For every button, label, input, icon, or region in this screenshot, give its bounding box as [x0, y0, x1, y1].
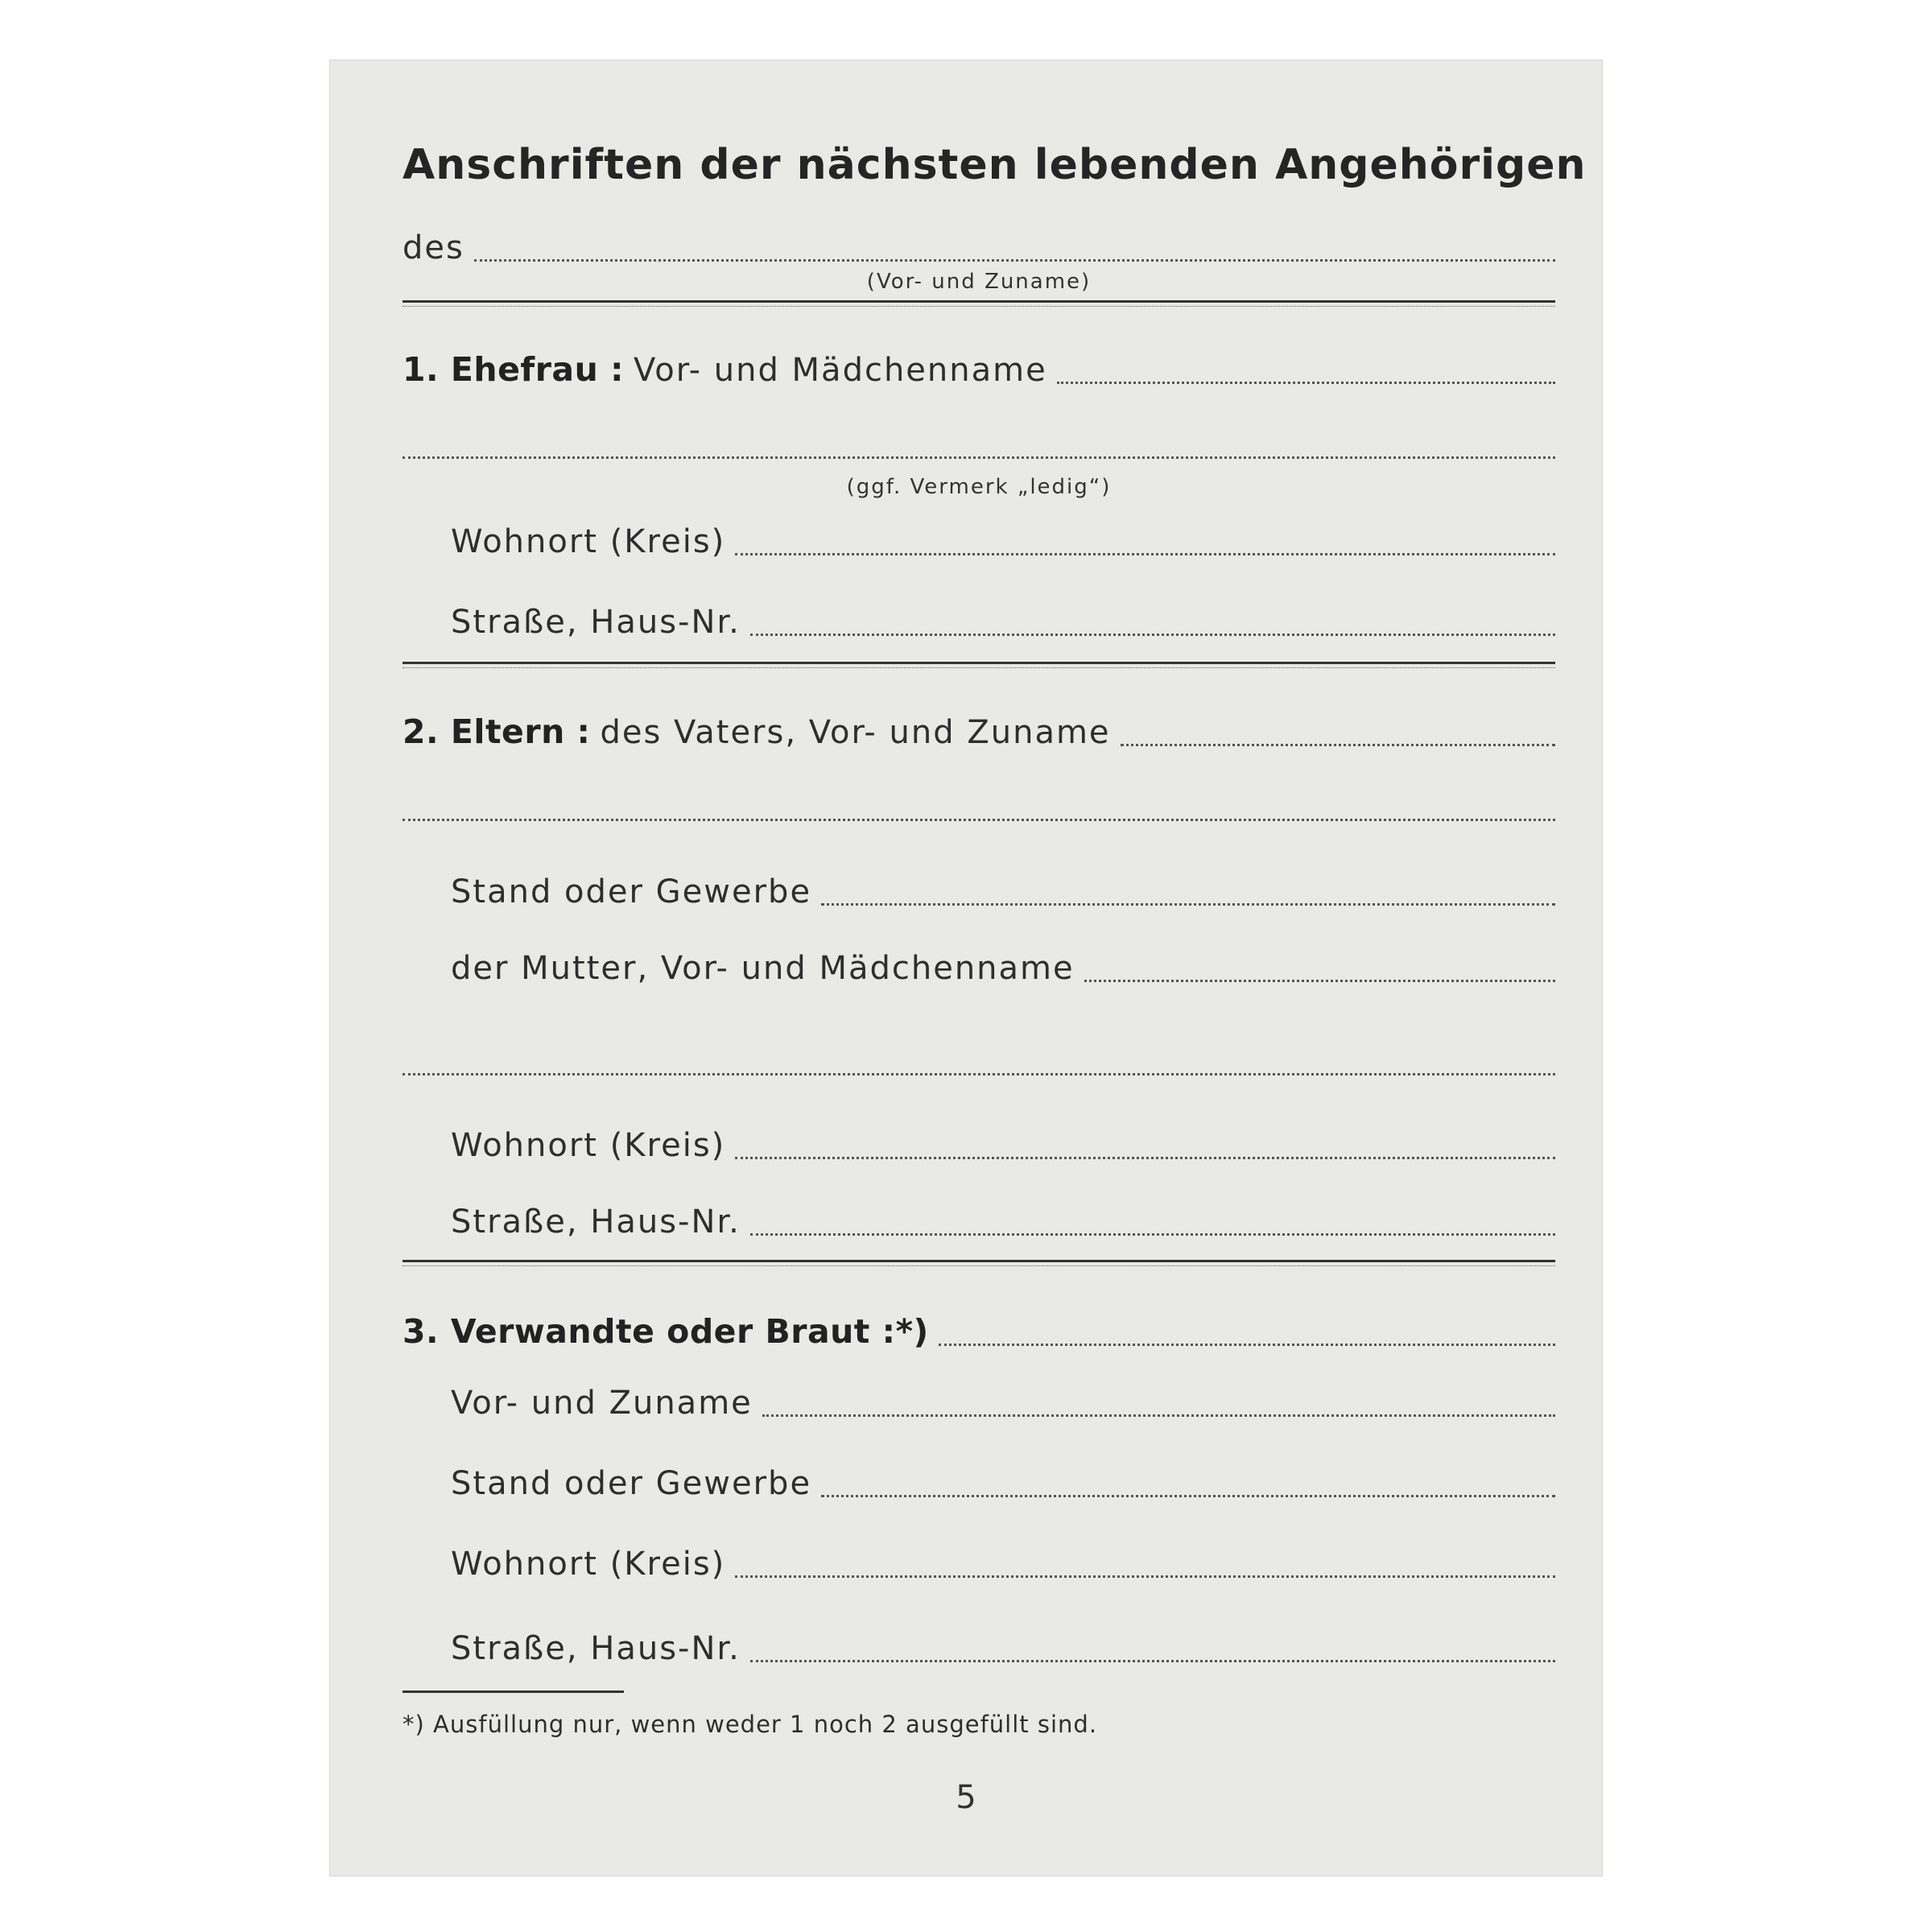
footnote-divider	[402, 1690, 624, 1693]
section3-occupation-row	[451, 1465, 1555, 1502]
name-label: Vor- und Zuname	[451, 1385, 753, 1422]
section3-street-row	[451, 1630, 1555, 1667]
section2-street-row	[451, 1203, 1555, 1241]
person-name-field[interactable]	[474, 259, 1555, 262]
form-page	[330, 60, 1602, 1876]
mother-name-field-continued[interactable]	[402, 1073, 1555, 1075]
relative-field[interactable]	[939, 1344, 1555, 1346]
parents-street-field[interactable]	[750, 1233, 1555, 1236]
father-name-label: des Vaters, Vor- und Zuname	[600, 714, 1111, 751]
section2-mother-row	[451, 950, 1555, 987]
father-name-field-continued[interactable]	[402, 819, 1555, 821]
section2-occupation-row	[451, 873, 1555, 910]
mother-name-field[interactable]	[1084, 980, 1555, 982]
street-label: Straße, Haus-Nr.	[451, 1203, 741, 1241]
residence-label: Wohnort (Kreis)	[451, 1127, 726, 1164]
section1-street-row	[451, 604, 1555, 641]
section2-heading: 2. Eltern :	[402, 712, 591, 751]
section3-residence-row	[451, 1546, 1555, 1583]
spouse-name-label: Vor- und Mädchenname	[633, 352, 1047, 389]
divider	[402, 662, 1555, 664]
section1-residence-row	[451, 523, 1555, 560]
spouse-name-field[interactable]	[1057, 382, 1555, 384]
spouse-name-field-continued[interactable]	[402, 456, 1555, 459]
father-name-field[interactable]	[1121, 744, 1555, 746]
divider	[402, 1260, 1555, 1262]
relative-name-field[interactable]	[762, 1414, 1555, 1417]
residence-label: Wohnort (Kreis)	[451, 523, 726, 560]
occupation-label: Stand oder Gewerbe	[451, 1465, 812, 1502]
section2-father-row	[402, 712, 1555, 751]
section3-heading: 3. Verwandte oder Braut :*)	[402, 1312, 929, 1351]
relative-residence-field[interactable]	[735, 1575, 1555, 1578]
relative-street-field[interactable]	[750, 1660, 1555, 1662]
des-label: des	[402, 229, 464, 266]
section2-residence-row	[451, 1127, 1555, 1164]
footnote: *) Ausfüllung nur, wenn weder 1 noch 2 ausgefüllt sind.	[402, 1711, 1098, 1738]
parents-residence-field[interactable]	[735, 1157, 1555, 1159]
section3-name-row	[451, 1385, 1555, 1422]
divider	[402, 300, 1555, 303]
section1-spouse-row	[402, 350, 1555, 389]
spouse-residence-field[interactable]	[735, 553, 1555, 555]
street-label: Straße, Haus-Nr.	[451, 604, 741, 641]
person-name-row	[402, 229, 1555, 266]
single-note-caption: (ggf. Vermerk „ledig“)	[846, 475, 1112, 499]
father-occupation-field[interactable]	[821, 903, 1555, 906]
relative-occupation-field[interactable]	[821, 1495, 1555, 1497]
page-number: 5	[956, 1779, 976, 1816]
section1-heading: 1. Ehefrau :	[402, 350, 624, 389]
spouse-street-field[interactable]	[750, 634, 1555, 636]
street-label: Straße, Haus-Nr.	[451, 1630, 741, 1667]
residence-label: Wohnort (Kreis)	[451, 1546, 726, 1583]
name-caption: (Vor- und Zuname)	[866, 270, 1092, 294]
page-title: Anschriften der nächsten lebenden Angehörigen	[402, 141, 1587, 189]
mother-name-label: der Mutter, Vor- und Mädchenname	[451, 950, 1075, 987]
occupation-label: Stand oder Gewerbe	[451, 873, 812, 910]
section3-heading-row	[402, 1312, 1555, 1351]
